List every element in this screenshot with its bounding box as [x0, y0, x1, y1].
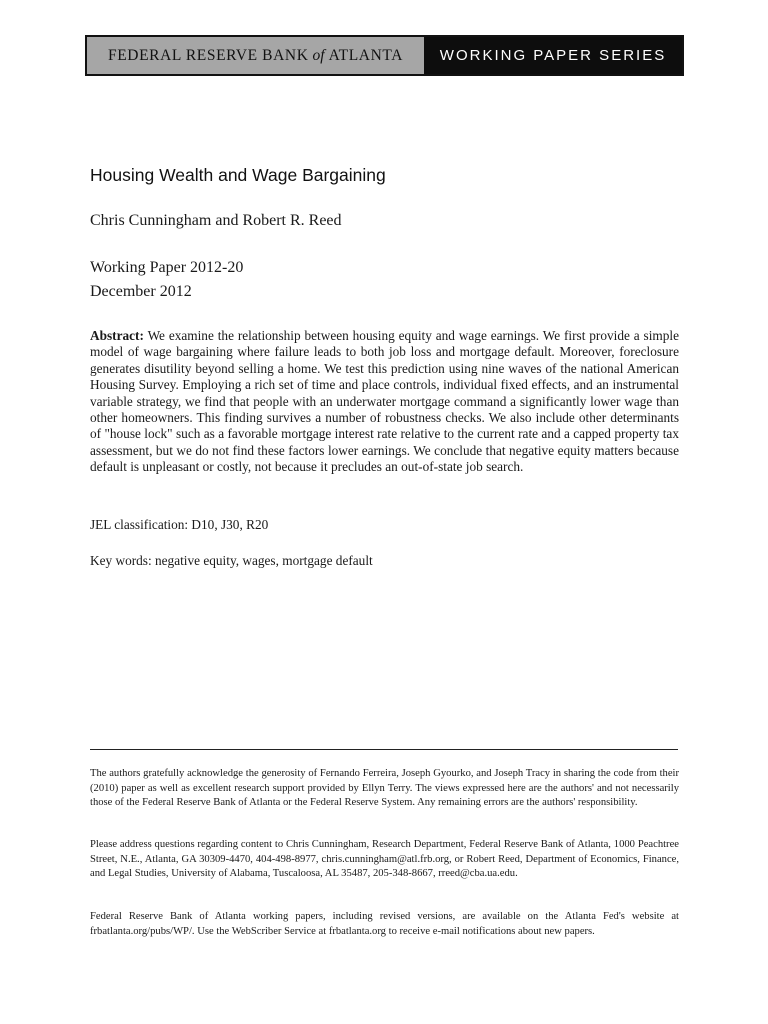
footnote-contact: Please address questions regarding content to Chris Cunningham, Research Department, Federal Reserve Bank of Atlanta, 1000 Peachtree Street, N.E., Atlanta, GA 30309-4470, 404-498-8977, chris.cunningham@atl.frb.org, or Robert Reed, Department of Economics, Finance, and Legal Studies, University of Alabama, Tuscaloosa, AL 35487, 205-348-8667, rreed@cba.ua.edu.: [90, 839, 679, 880]
abstract-text: We examine the relationship between housing equity and wage earnings. We first provide a simple model of wage bargaining where failure leads to both job loss and mortgage default. Moreover, foreclosure generates disutility beyond selling a home. We test this prediction using nine waves of the national American Housing Survey. Employing a rich set of time and place controls, individual fixed effects, and an instrumental variable strategy, we find that people with an underwater mortgage command a significantly lower wage than other homeowners. This finding survives a number of robustness checks. We also include other determinants of "house lock" such as a favorable mortgage interest rate relative to the current rate and a capped property tax assessment, but we do not find these factors lower earnings. We conclude that negative equity matters because default is unpleasant or costly, not because it precludes an out-of-state job search.: [90, 328, 679, 475]
jel-classification: JEL classification: D10, J30, R20: [90, 517, 269, 532]
footnote-divider: [90, 749, 678, 750]
series-banner: [85, 35, 684, 76]
abstract-label: Abstract:: [90, 328, 144, 343]
publisher-name: [87, 37, 424, 74]
abstract: [90, 328, 679, 476]
paper-title: Housing Wealth and Wage Bargaining: [90, 165, 386, 185]
working-paper-number: Working Paper 2012-20: [90, 259, 244, 276]
publication-date: December 2012: [90, 283, 192, 300]
publisher-name-of: of: [312, 46, 325, 64]
publisher-name-part2: ATLANTA: [328, 46, 403, 64]
footnote-availability: Federal Reserve Bank of Atlanta working papers, including revised versions, are available on the Atlanta Fed's website at frbatlanta.org/pubs/WP/. Use the WebScriber Service at frbatlanta.org to receive e-mail notifications about new papers.: [90, 911, 679, 937]
footnote-acknowledgement: The authors gratefully acknowledge the generosity of Fernando Ferreira, Joseph Gyourko, and Joseph Tracy in sharing the code from their (2010) paper as well as excellent research support provided by Ellyn Terry. The views expressed here are the authors' and not necessarily those of the Federal Reserve Bank of Atlanta or the Federal Reserve System. Any remaining errors are the authors' responsibility.: [90, 768, 679, 809]
publisher-name-part1: FEDERAL RESERVE BANK: [108, 46, 309, 64]
paper-authors: Chris Cunningham and Robert R. Reed: [90, 212, 342, 229]
key-words: Key words: negative equity, wages, mortgage default: [90, 553, 373, 568]
series-name: WORKING PAPER SERIES: [424, 37, 682, 74]
